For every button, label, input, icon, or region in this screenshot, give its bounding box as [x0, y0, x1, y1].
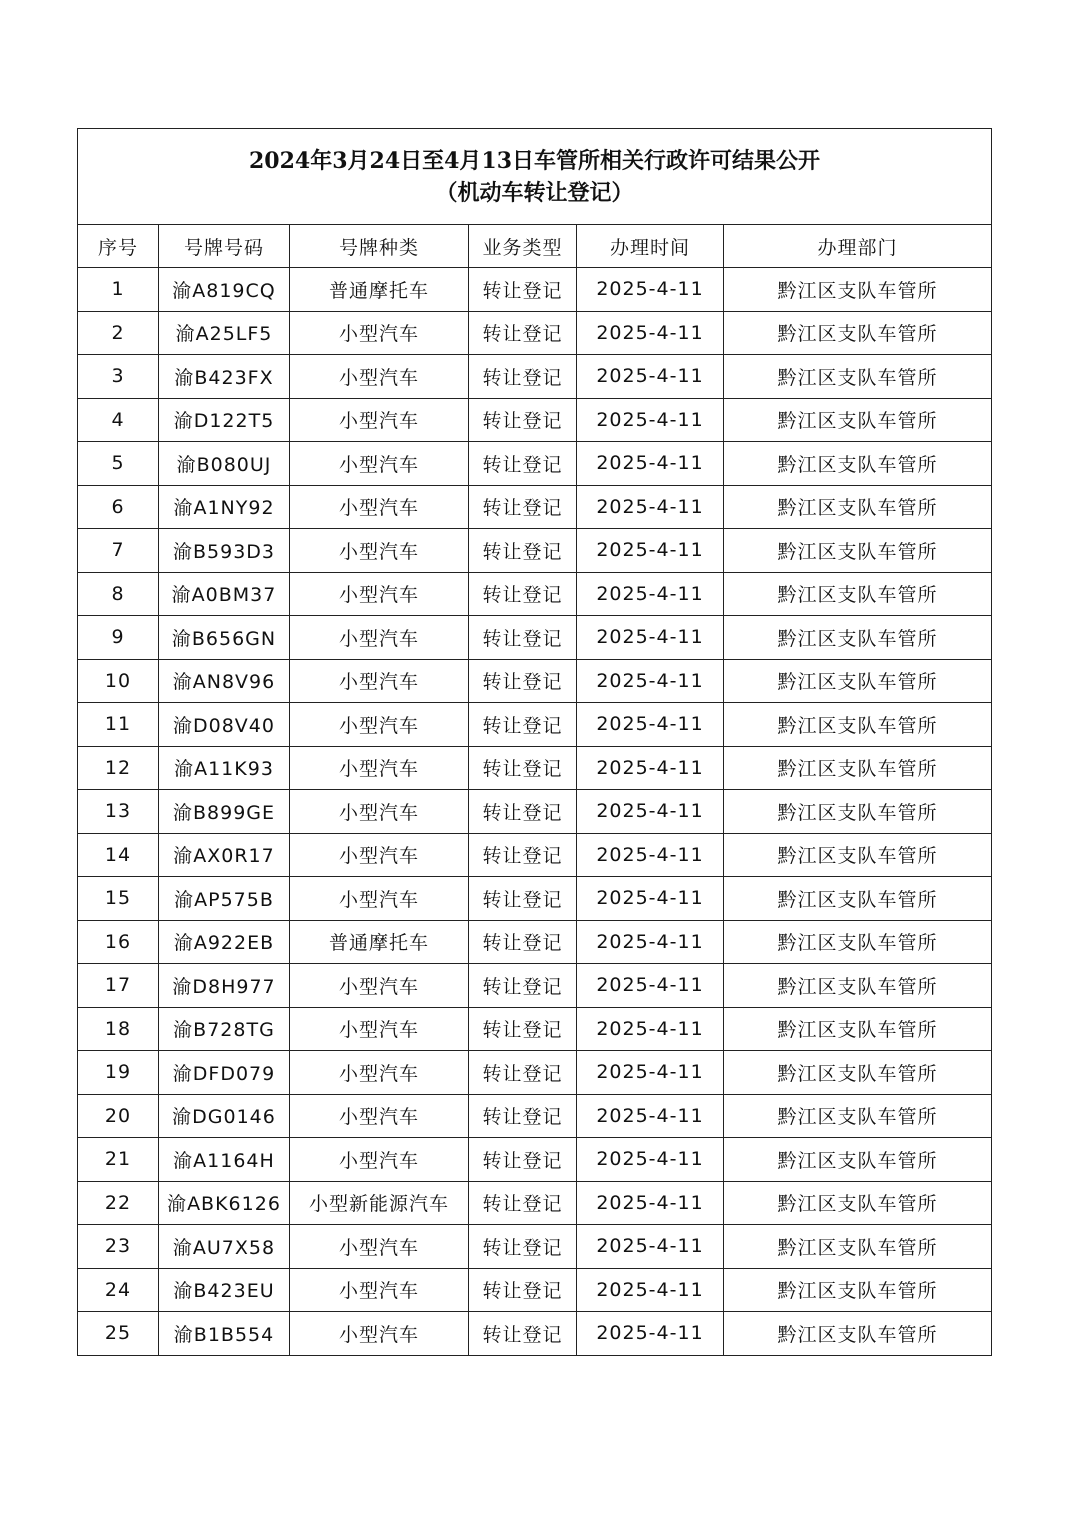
cell-index: 20	[78, 1094, 159, 1138]
cell-index: 9	[78, 616, 159, 660]
cell-process-date: 2025-4-11	[577, 1181, 724, 1225]
cell-index: 16	[78, 920, 159, 964]
column-header-business-type: 业务类型	[469, 225, 577, 268]
table-row	[78, 1312, 992, 1356]
cell-business-type: 转让登记	[469, 659, 577, 703]
cell-business-type: 转让登记	[469, 1094, 577, 1138]
cell-index: 10	[78, 659, 159, 703]
cell-business-type: 转让登记	[469, 1051, 577, 1095]
cell-plate-number: 渝A11K93	[159, 746, 290, 790]
cell-plate-type: 小型新能源汽车	[290, 1181, 469, 1225]
cell-plate-number: 渝B423EU	[159, 1268, 290, 1312]
cell-department: 黔江区支队车管所	[724, 833, 992, 877]
cell-process-date: 2025-4-11	[577, 1268, 724, 1312]
cell-business-type: 转让登记	[469, 485, 577, 529]
column-header-department: 办理部门	[724, 225, 992, 268]
cell-process-date: 2025-4-11	[577, 616, 724, 660]
cell-plate-type: 小型汽车	[290, 877, 469, 921]
cell-business-type: 转让登记	[469, 964, 577, 1008]
cell-business-type: 转让登记	[469, 1225, 577, 1269]
cell-business-type: 转让登记	[469, 877, 577, 921]
cell-index: 24	[78, 1268, 159, 1312]
cell-department: 黔江区支队车管所	[724, 964, 992, 1008]
table-row	[78, 659, 992, 703]
title-line-1: 2024年3月24日至4月13日车管所相关行政许可结果公开	[248, 147, 821, 174]
cell-department: 黔江区支队车管所	[724, 268, 992, 312]
cell-index: 25	[78, 1312, 159, 1356]
cell-index: 8	[78, 572, 159, 616]
cell-plate-number: 渝D8H977	[159, 964, 290, 1008]
cell-department: 黔江区支队车管所	[724, 355, 992, 399]
cell-department: 黔江区支队车管所	[724, 442, 992, 486]
table-row	[78, 1268, 992, 1312]
cell-plate-type: 小型汽车	[290, 398, 469, 442]
cell-department: 黔江区支队车管所	[724, 1051, 992, 1095]
table-row	[78, 1007, 992, 1051]
cell-plate-number: 渝A25LF5	[159, 311, 290, 355]
cell-plate-number: 渝DG0146	[159, 1094, 290, 1138]
cell-index: 12	[78, 746, 159, 790]
cell-process-date: 2025-4-11	[577, 1051, 724, 1095]
cell-plate-type: 小型汽车	[290, 703, 469, 747]
cell-business-type: 转让登记	[469, 1007, 577, 1051]
cell-plate-type: 小型汽车	[290, 1312, 469, 1356]
cell-index: 19	[78, 1051, 159, 1095]
table-row	[78, 398, 992, 442]
cell-department: 黔江区支队车管所	[724, 746, 992, 790]
cell-process-date: 2025-4-11	[577, 1138, 724, 1182]
cell-plate-type: 小型汽车	[290, 572, 469, 616]
table-row	[78, 268, 992, 312]
table-row	[78, 1181, 992, 1225]
cell-process-date: 2025-4-11	[577, 920, 724, 964]
cell-index: 23	[78, 1225, 159, 1269]
cell-plate-type: 小型汽车	[290, 1268, 469, 1312]
cell-plate-type: 小型汽车	[290, 1094, 469, 1138]
cell-plate-number: 渝B656GN	[159, 616, 290, 660]
cell-process-date: 2025-4-11	[577, 355, 724, 399]
cell-business-type: 转让登记	[469, 398, 577, 442]
cell-plate-type: 小型汽车	[290, 616, 469, 660]
cell-plate-number: 渝B080UJ	[159, 442, 290, 486]
cell-plate-type: 普通摩托车	[290, 920, 469, 964]
cell-process-date: 2025-4-11	[577, 877, 724, 921]
cell-department: 黔江区支队车管所	[724, 1007, 992, 1051]
cell-process-date: 2025-4-11	[577, 703, 724, 747]
cell-plate-type: 小型汽车	[290, 311, 469, 355]
cell-process-date: 2025-4-11	[577, 268, 724, 312]
column-header-process-date: 办理时间	[577, 225, 724, 268]
cell-department: 黔江区支队车管所	[724, 920, 992, 964]
cell-plate-type: 普通摩托车	[290, 268, 469, 312]
cell-plate-number: 渝DFD079	[159, 1051, 290, 1095]
cell-plate-type: 小型汽车	[290, 1051, 469, 1095]
cell-index: 3	[78, 355, 159, 399]
table-body	[78, 268, 992, 1356]
cell-index: 17	[78, 964, 159, 1008]
cell-process-date: 2025-4-11	[577, 485, 724, 529]
cell-business-type: 转让登记	[469, 442, 577, 486]
cell-plate-number: 渝A0BM37	[159, 572, 290, 616]
cell-business-type: 转让登记	[469, 1138, 577, 1182]
table-row	[78, 746, 992, 790]
cell-index: 13	[78, 790, 159, 834]
cell-plate-type: 小型汽车	[290, 1007, 469, 1051]
cell-department: 黔江区支队车管所	[724, 1268, 992, 1312]
cell-index: 14	[78, 833, 159, 877]
cell-plate-number: 渝B593D3	[159, 529, 290, 573]
cell-business-type: 转让登记	[469, 790, 577, 834]
cell-index: 15	[78, 877, 159, 921]
cell-plate-type: 小型汽车	[290, 659, 469, 703]
table-row	[78, 1138, 992, 1182]
cell-department: 黔江区支队车管所	[724, 703, 992, 747]
cell-process-date: 2025-4-11	[577, 572, 724, 616]
cell-department: 黔江区支队车管所	[724, 1225, 992, 1269]
cell-plate-number: 渝AX0R17	[159, 833, 290, 877]
cell-index: 4	[78, 398, 159, 442]
table-row	[78, 790, 992, 834]
cell-plate-number: 渝D08V40	[159, 703, 290, 747]
cell-index: 1	[78, 268, 159, 312]
cell-index: 7	[78, 529, 159, 573]
table-row	[78, 964, 992, 1008]
cell-process-date: 2025-4-11	[577, 1007, 724, 1051]
cell-plate-number: 渝B728TG	[159, 1007, 290, 1051]
cell-plate-type: 小型汽车	[290, 485, 469, 529]
table-row	[78, 1094, 992, 1138]
cell-plate-type: 小型汽车	[290, 964, 469, 1008]
cell-department: 黔江区支队车管所	[724, 1138, 992, 1182]
cell-business-type: 转让登记	[469, 746, 577, 790]
cell-department: 黔江区支队车管所	[724, 485, 992, 529]
column-header-plate-number: 号牌号码	[159, 225, 290, 268]
cell-plate-type: 小型汽车	[290, 833, 469, 877]
cell-department: 黔江区支队车管所	[724, 398, 992, 442]
table-row	[78, 311, 992, 355]
table-row	[78, 920, 992, 964]
cell-department: 黔江区支队车管所	[724, 529, 992, 573]
cell-process-date: 2025-4-11	[577, 442, 724, 486]
cell-department: 黔江区支队车管所	[724, 659, 992, 703]
cell-plate-type: 小型汽车	[290, 1225, 469, 1269]
cell-process-date: 2025-4-11	[577, 790, 724, 834]
cell-plate-number: 渝AN8V96	[159, 659, 290, 703]
table-row	[78, 355, 992, 399]
cell-plate-type: 小型汽车	[290, 355, 469, 399]
cell-department: 黔江区支队车管所	[724, 1312, 992, 1356]
cell-plate-number: 渝AP575B	[159, 877, 290, 921]
cell-plate-type: 小型汽车	[290, 790, 469, 834]
cell-department: 黔江区支队车管所	[724, 572, 992, 616]
cell-process-date: 2025-4-11	[577, 833, 724, 877]
table-row	[78, 877, 992, 921]
table-row	[78, 833, 992, 877]
cell-plate-number: 渝A1NY92	[159, 485, 290, 529]
cell-plate-number: 渝B1B554	[159, 1312, 290, 1356]
cell-business-type: 转让登记	[469, 268, 577, 312]
cell-plate-type: 小型汽车	[290, 529, 469, 573]
cell-plate-number: 渝A1164H	[159, 1138, 290, 1182]
cell-process-date: 2025-4-11	[577, 1225, 724, 1269]
document-title	[78, 129, 992, 225]
table-row	[78, 529, 992, 573]
cell-process-date: 2025-4-11	[577, 746, 724, 790]
cell-process-date: 2025-4-11	[577, 659, 724, 703]
registration-table	[77, 128, 992, 1356]
cell-business-type: 转让登记	[469, 572, 577, 616]
cell-plate-number: 渝AU7X58	[159, 1225, 290, 1269]
cell-plate-number: 渝ABK6126	[159, 1181, 290, 1225]
cell-business-type: 转让登记	[469, 1181, 577, 1225]
table-row	[78, 572, 992, 616]
header-row	[78, 225, 992, 268]
cell-business-type: 转让登记	[469, 311, 577, 355]
cell-plate-type: 小型汽车	[290, 746, 469, 790]
cell-plate-number: 渝A922EB	[159, 920, 290, 964]
column-header-plate-type: 号牌种类	[290, 225, 469, 268]
cell-index: 22	[78, 1181, 159, 1225]
cell-plate-number: 渝B899GE	[159, 790, 290, 834]
cell-index: 11	[78, 703, 159, 747]
cell-index: 18	[78, 1007, 159, 1051]
cell-index: 6	[78, 485, 159, 529]
title-row	[78, 129, 992, 225]
cell-process-date: 2025-4-11	[577, 964, 724, 1008]
cell-business-type: 转让登记	[469, 833, 577, 877]
cell-plate-type: 小型汽车	[290, 442, 469, 486]
cell-business-type: 转让登记	[469, 529, 577, 573]
cell-department: 黔江区支队车管所	[724, 1181, 992, 1225]
cell-business-type: 转让登记	[469, 1312, 577, 1356]
cell-plate-number: 渝B423FX	[159, 355, 290, 399]
cell-index: 5	[78, 442, 159, 486]
cell-index: 21	[78, 1138, 159, 1182]
cell-business-type: 转让登记	[469, 1268, 577, 1312]
cell-department: 黔江区支队车管所	[724, 311, 992, 355]
cell-process-date: 2025-4-11	[577, 529, 724, 573]
cell-process-date: 2025-4-11	[577, 1094, 724, 1138]
cell-plate-number: 渝A819CQ	[159, 268, 290, 312]
cell-department: 黔江区支队车管所	[724, 790, 992, 834]
cell-business-type: 转让登记	[469, 355, 577, 399]
cell-department: 黔江区支队车管所	[724, 877, 992, 921]
table-row	[78, 1051, 992, 1095]
cell-plate-number: 渝D122T5	[159, 398, 290, 442]
cell-business-type: 转让登记	[469, 920, 577, 964]
table-row	[78, 616, 992, 660]
cell-process-date: 2025-4-11	[577, 1312, 724, 1356]
table-row	[78, 485, 992, 529]
cell-department: 黔江区支队车管所	[724, 1094, 992, 1138]
cell-process-date: 2025-4-11	[577, 398, 724, 442]
table-row	[78, 1225, 992, 1269]
cell-plate-type: 小型汽车	[290, 1138, 469, 1182]
cell-process-date: 2025-4-11	[577, 311, 724, 355]
table-row	[78, 442, 992, 486]
cell-business-type: 转让登记	[469, 703, 577, 747]
column-header-index: 序号	[78, 225, 159, 268]
title-line-2: （机动车转让登记）	[435, 179, 634, 206]
cell-department: 黔江区支队车管所	[724, 616, 992, 660]
cell-business-type: 转让登记	[469, 616, 577, 660]
cell-index: 2	[78, 311, 159, 355]
table-row	[78, 703, 992, 747]
